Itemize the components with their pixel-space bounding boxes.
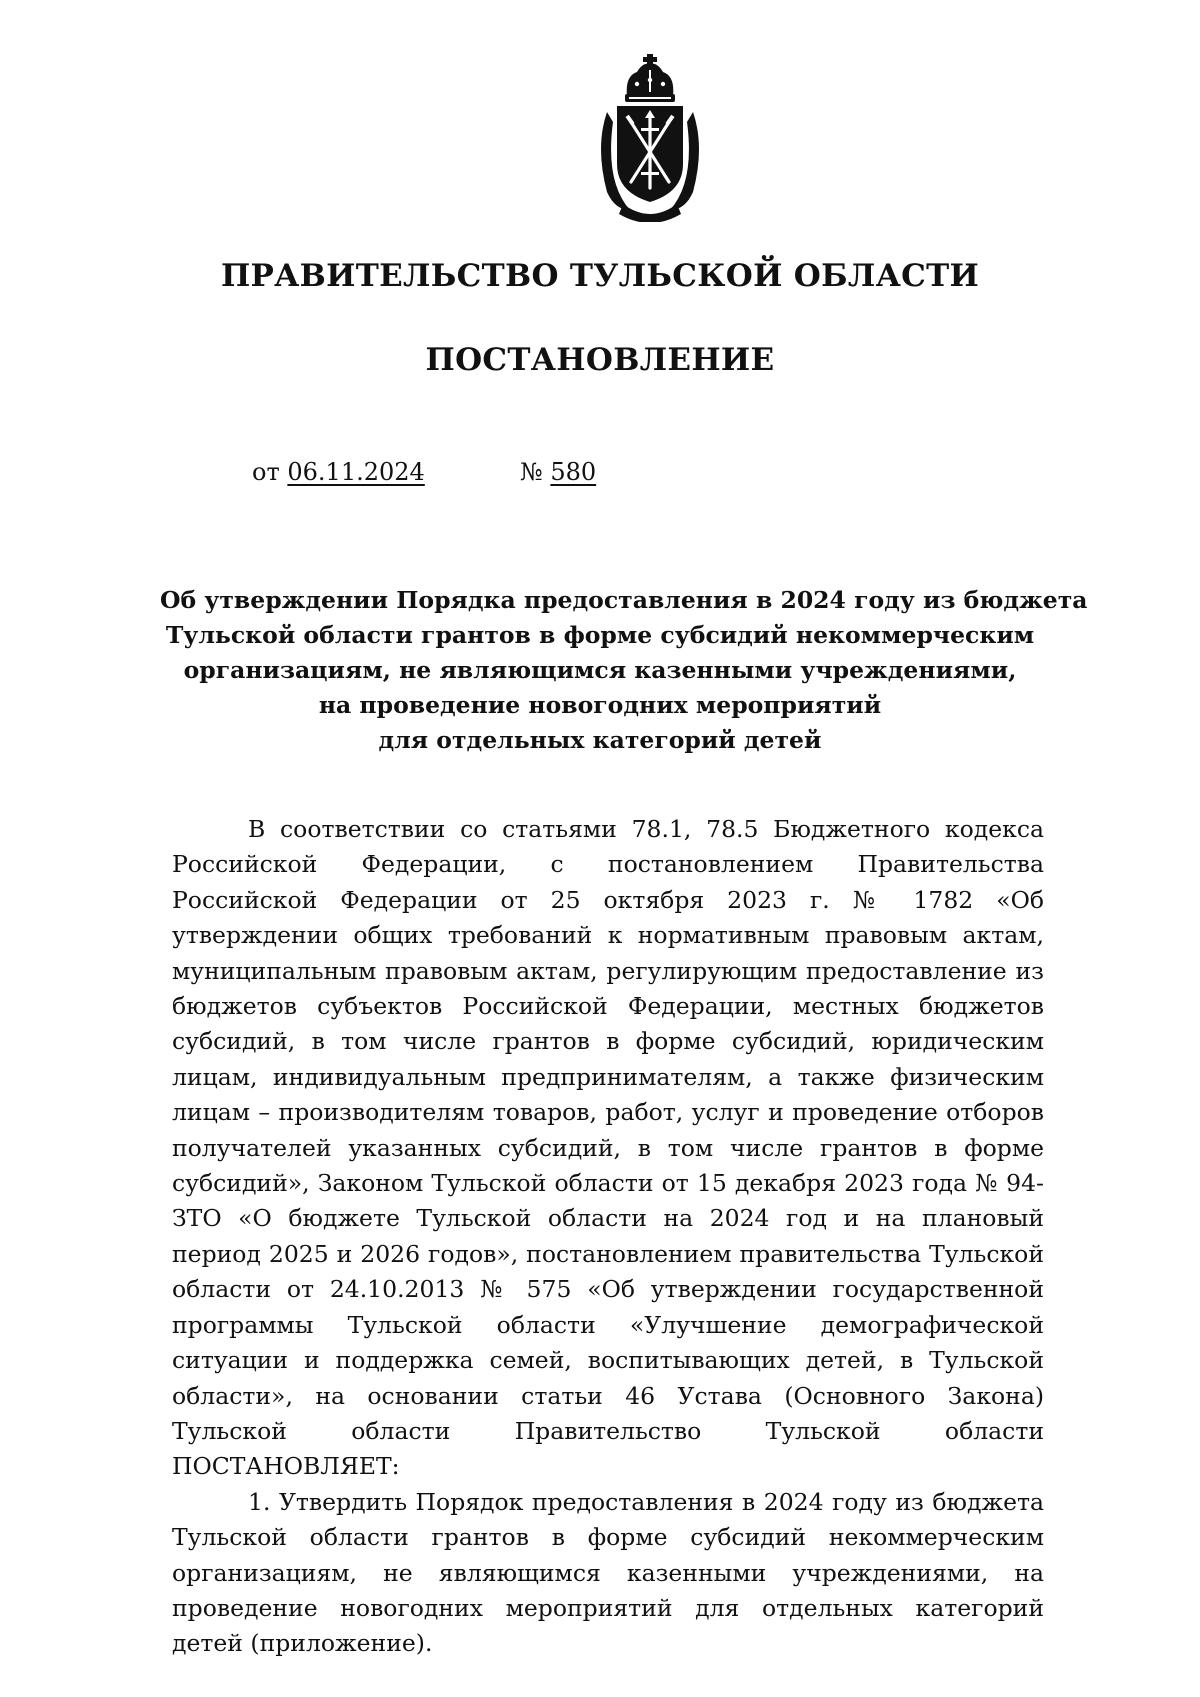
- document-type: ПОСТАНОВЛЕНИЕ: [425, 342, 775, 378]
- subject-line: организациям, не являющимся казенными учреждениями,: [183, 656, 1017, 684]
- subject-line: Тульской области грантов в форме субсидий некоммерческим: [165, 621, 1035, 649]
- date-prefix: от: [252, 458, 280, 486]
- subject-line: на проведение новогодних мероприятий: [318, 691, 882, 719]
- government-title: ПРАВИТЕЛЬСТВО ТУЛЬСКОЙ ОБЛАСТИ: [220, 258, 980, 294]
- tula-region-coat-of-arms-icon: [585, 52, 715, 222]
- subject-line: Об утверждении Порядка предоставления в 2024 году из бюджета: [160, 586, 1088, 614]
- document-subject: [160, 583, 1088, 758]
- document-number: 580: [550, 458, 597, 486]
- subject-line: для отдельных категорий детей: [378, 726, 822, 754]
- date-field: [252, 458, 425, 486]
- document-body: [172, 812, 1044, 1662]
- document-date: 06.11.2024: [287, 458, 425, 486]
- number-field: [520, 458, 596, 486]
- body-paragraph-preamble: В соответствии со статьями 78.1, 78.5 Бюджетного кодекса Российской Федерации, с постановлением Правительства Российской Федерации от 25 октября 2023 г. № 1782 «Об утверждении общих требований к нормативным правовым актам, муниципальным правовым актам, регулирующим предоставление из бюджетов субъектов Российской Федерации, местных бюджетов субсидий, в том числе грантов в форме субсидий, юридическим лицам, индивидуальным предпринимателям, а также физическим лицам – производителям товаров, работ, услуг и проведение отборов получателей указанных субсидий, в том числе грантов в форме субсидий», Законом Тульской области от 15 декабря 2023 года № 94-ЗТО «О бюджете Тульской области на 2024 год и на плановый период 2025 и 2026 годов», постановлением правительства Тульской области от 24.10.2013 № 575 «Об утверждении государственной программы Тульской области «Улучшение демографической ситуации и поддержка семей, воспитывающих детей, в Тульской области», на основании статьи 46 Устава (Основного Закона) Тульской области Правительство Тульской области ПОСТАНОВЛЯЕТ:: [172, 815, 1044, 1481]
- number-prefix: №: [520, 458, 543, 486]
- body-paragraph-item-1: 1. Утвердить Порядок предоставления в 2024 году из бюджета Тульской области грантов в форме субсидий некоммерческим организациям, не являющимся казенными учреждениями, на проведение новогодних мероприятий для отдельных категорий детей (приложение).: [172, 1487, 1044, 1658]
